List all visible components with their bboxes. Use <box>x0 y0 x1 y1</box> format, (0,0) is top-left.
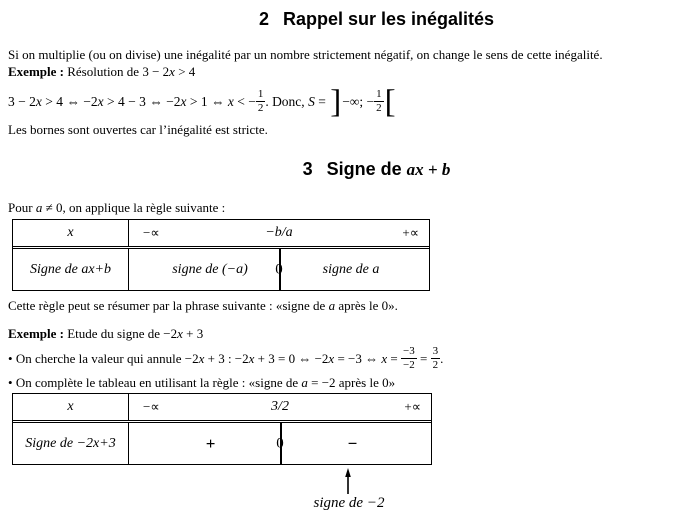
table1-sign-row <box>13 249 429 290</box>
b2-pre: On complète le tableau en utilisant la règle : «signe de <box>12 375 302 390</box>
table1-header-domain-cell <box>129 220 429 246</box>
section-2-heading <box>47 8 675 30</box>
bullet-tableau-line <box>8 374 667 391</box>
fraction-numerator: 1 <box>376 87 382 100</box>
section-3-title: Signe de <box>326 159 407 179</box>
intro-paragraph: Si on multiplie (ou on divise) une inégalité par un nombre strictement négatif, on change le sens de cette inégalité. <box>8 47 603 62</box>
bullet-annule-line <box>8 343 667 374</box>
interval-body: −∞; − <box>342 93 375 109</box>
bullet-glyph: • <box>8 375 13 390</box>
deriv-var-x: x <box>35 93 42 109</box>
deriv-run-6: > 1 ⇔ <box>186 93 228 109</box>
table2-sign-cell <box>129 423 431 464</box>
deriv-var-x: x <box>227 93 234 109</box>
exemple2-var: x <box>177 326 183 341</box>
b2-var-a: a <box>301 375 308 390</box>
exemple1-var: x <box>169 64 175 79</box>
exemple2-pre: Etude du signe de −2 <box>63 326 178 341</box>
exemple1-pre: Résolution de 3 − 2 <box>63 64 170 79</box>
fraction-one-half <box>374 88 384 114</box>
rule-var-a: a <box>35 200 43 215</box>
table1-sign-left: signe de (−a) <box>172 261 248 277</box>
table1-header-x-cell <box>13 220 129 246</box>
table2-header-row <box>13 394 431 423</box>
sign-table-general <box>12 219 430 291</box>
up-arrow-icon <box>342 468 354 494</box>
b1-equals: = <box>416 351 431 366</box>
table2-minus-infinity: −∝ <box>143 399 160 414</box>
table2-x: x <box>67 399 74 414</box>
exemple2-line <box>8 325 667 342</box>
exemple2-post: + 3 <box>182 326 204 341</box>
table1-sign-cell <box>129 249 429 290</box>
b2-post: = −2 après le 0» <box>307 375 396 390</box>
rule-intro-line <box>8 199 667 216</box>
section-3-heading <box>47 158 675 181</box>
b1-run-8: = <box>387 351 401 366</box>
interval-open-bracket: ] <box>330 83 342 120</box>
table1-sign-label: Signe de ax+b <box>30 261 111 277</box>
interval-close-bracket: [ <box>384 83 396 120</box>
exemple1-label: Exemple : <box>8 64 64 79</box>
sign-table-example <box>12 393 432 465</box>
deriv-equals: = <box>314 93 330 109</box>
b1-run-2: + 3 : −2 <box>204 351 249 366</box>
table2-plus-sign: + <box>205 433 216 453</box>
table2-zero: 0 <box>276 435 284 451</box>
deriv-run-4: > 4 − 3 ⇔ −2 <box>103 93 181 109</box>
fraction-denominator: 2 <box>376 101 382 114</box>
section-2-number: 2 <box>258 9 269 29</box>
table-annotation <box>8 465 667 522</box>
fraction-numerator: 1 <box>257 87 264 100</box>
resume-post: après le 0». <box>335 298 398 313</box>
table1-minus-infinity: −∝ <box>143 225 160 240</box>
fraction-numerator: −3 <box>403 345 415 358</box>
fraction-denominator: 2 <box>257 101 264 114</box>
b1-var-x: x <box>248 351 255 366</box>
rule-post: ≠ 0, on applique la règle suivante : <box>42 200 226 215</box>
table1-x: x <box>67 225 74 240</box>
fraction-minus3-minus2 <box>401 345 417 371</box>
fraction-3-2 <box>431 345 444 371</box>
deriv-var-x: x <box>180 93 187 109</box>
table2-plus-infinity: +∝ <box>404 399 421 414</box>
bullet-glyph: • <box>8 351 13 366</box>
table2-header-x-cell <box>13 394 129 420</box>
resume-line <box>8 297 667 314</box>
fraction-numerator: 3 <box>432 345 439 358</box>
b1-var-x: x <box>381 351 388 366</box>
rule-pre: Pour <box>8 200 36 215</box>
table2-sign-row <box>13 423 431 464</box>
b1-period: . <box>440 351 444 366</box>
table2-minus-sign: − <box>347 433 358 453</box>
fraction-one-half <box>256 88 266 114</box>
section-3-number: 3 <box>302 159 313 179</box>
resume-var-a: a <box>328 298 336 313</box>
derivation-line <box>8 83 667 119</box>
section-3-math: ax + b <box>406 160 451 179</box>
deriv-var-x: x <box>97 93 104 109</box>
resume-pre: Cette règle peut se résumer par la phrase suivante : «signe de <box>8 298 329 313</box>
fraction-denominator: 2 <box>432 359 439 371</box>
fraction-denominator: −2 <box>403 359 415 371</box>
annotation-label: signe de −2 <box>313 495 385 511</box>
section-2-title: Rappel sur les inégalités <box>282 9 495 29</box>
table2-root-label: 3/2 <box>271 399 289 414</box>
deriv-run-8: < − <box>233 93 256 109</box>
table2-header-domain-cell <box>129 394 431 420</box>
deriv-run-0: 3 − 2 <box>8 93 36 109</box>
exemple1-line <box>8 63 667 80</box>
table1-zero: 0 <box>275 261 283 277</box>
table2-sign-label: Signe de −2x+3 <box>25 435 116 451</box>
b1-run-6: = −3 ⇔ <box>334 351 382 366</box>
table1-root-label: −b/a <box>265 225 293 240</box>
b1-var-x: x <box>328 351 335 366</box>
b1-run-4: + 3 = 0 ⇔ −2 <box>254 351 329 366</box>
deriv-donc: . Donc, <box>265 93 309 109</box>
table1-sign-label-cell <box>13 249 129 290</box>
b1-run-0: On cherche la valeur qui annule −2 <box>12 351 199 366</box>
exemple2-label: Exemple : <box>8 326 64 341</box>
table1-plus-infinity: +∝ <box>402 225 419 240</box>
deriv-run-2: > 4 ⇔ −2 <box>41 93 98 109</box>
b1-var-x: x <box>198 351 205 366</box>
table1-sign-right: signe de a <box>322 261 380 277</box>
exemple1-post: > 4 <box>174 64 196 79</box>
table2-sign-label-cell <box>13 423 129 464</box>
deriv-set-var: S <box>308 93 315 109</box>
table1-header-row <box>13 220 429 249</box>
bornes-note: Les bornes sont ouvertes car l’inégalité est stricte. <box>8 122 268 137</box>
